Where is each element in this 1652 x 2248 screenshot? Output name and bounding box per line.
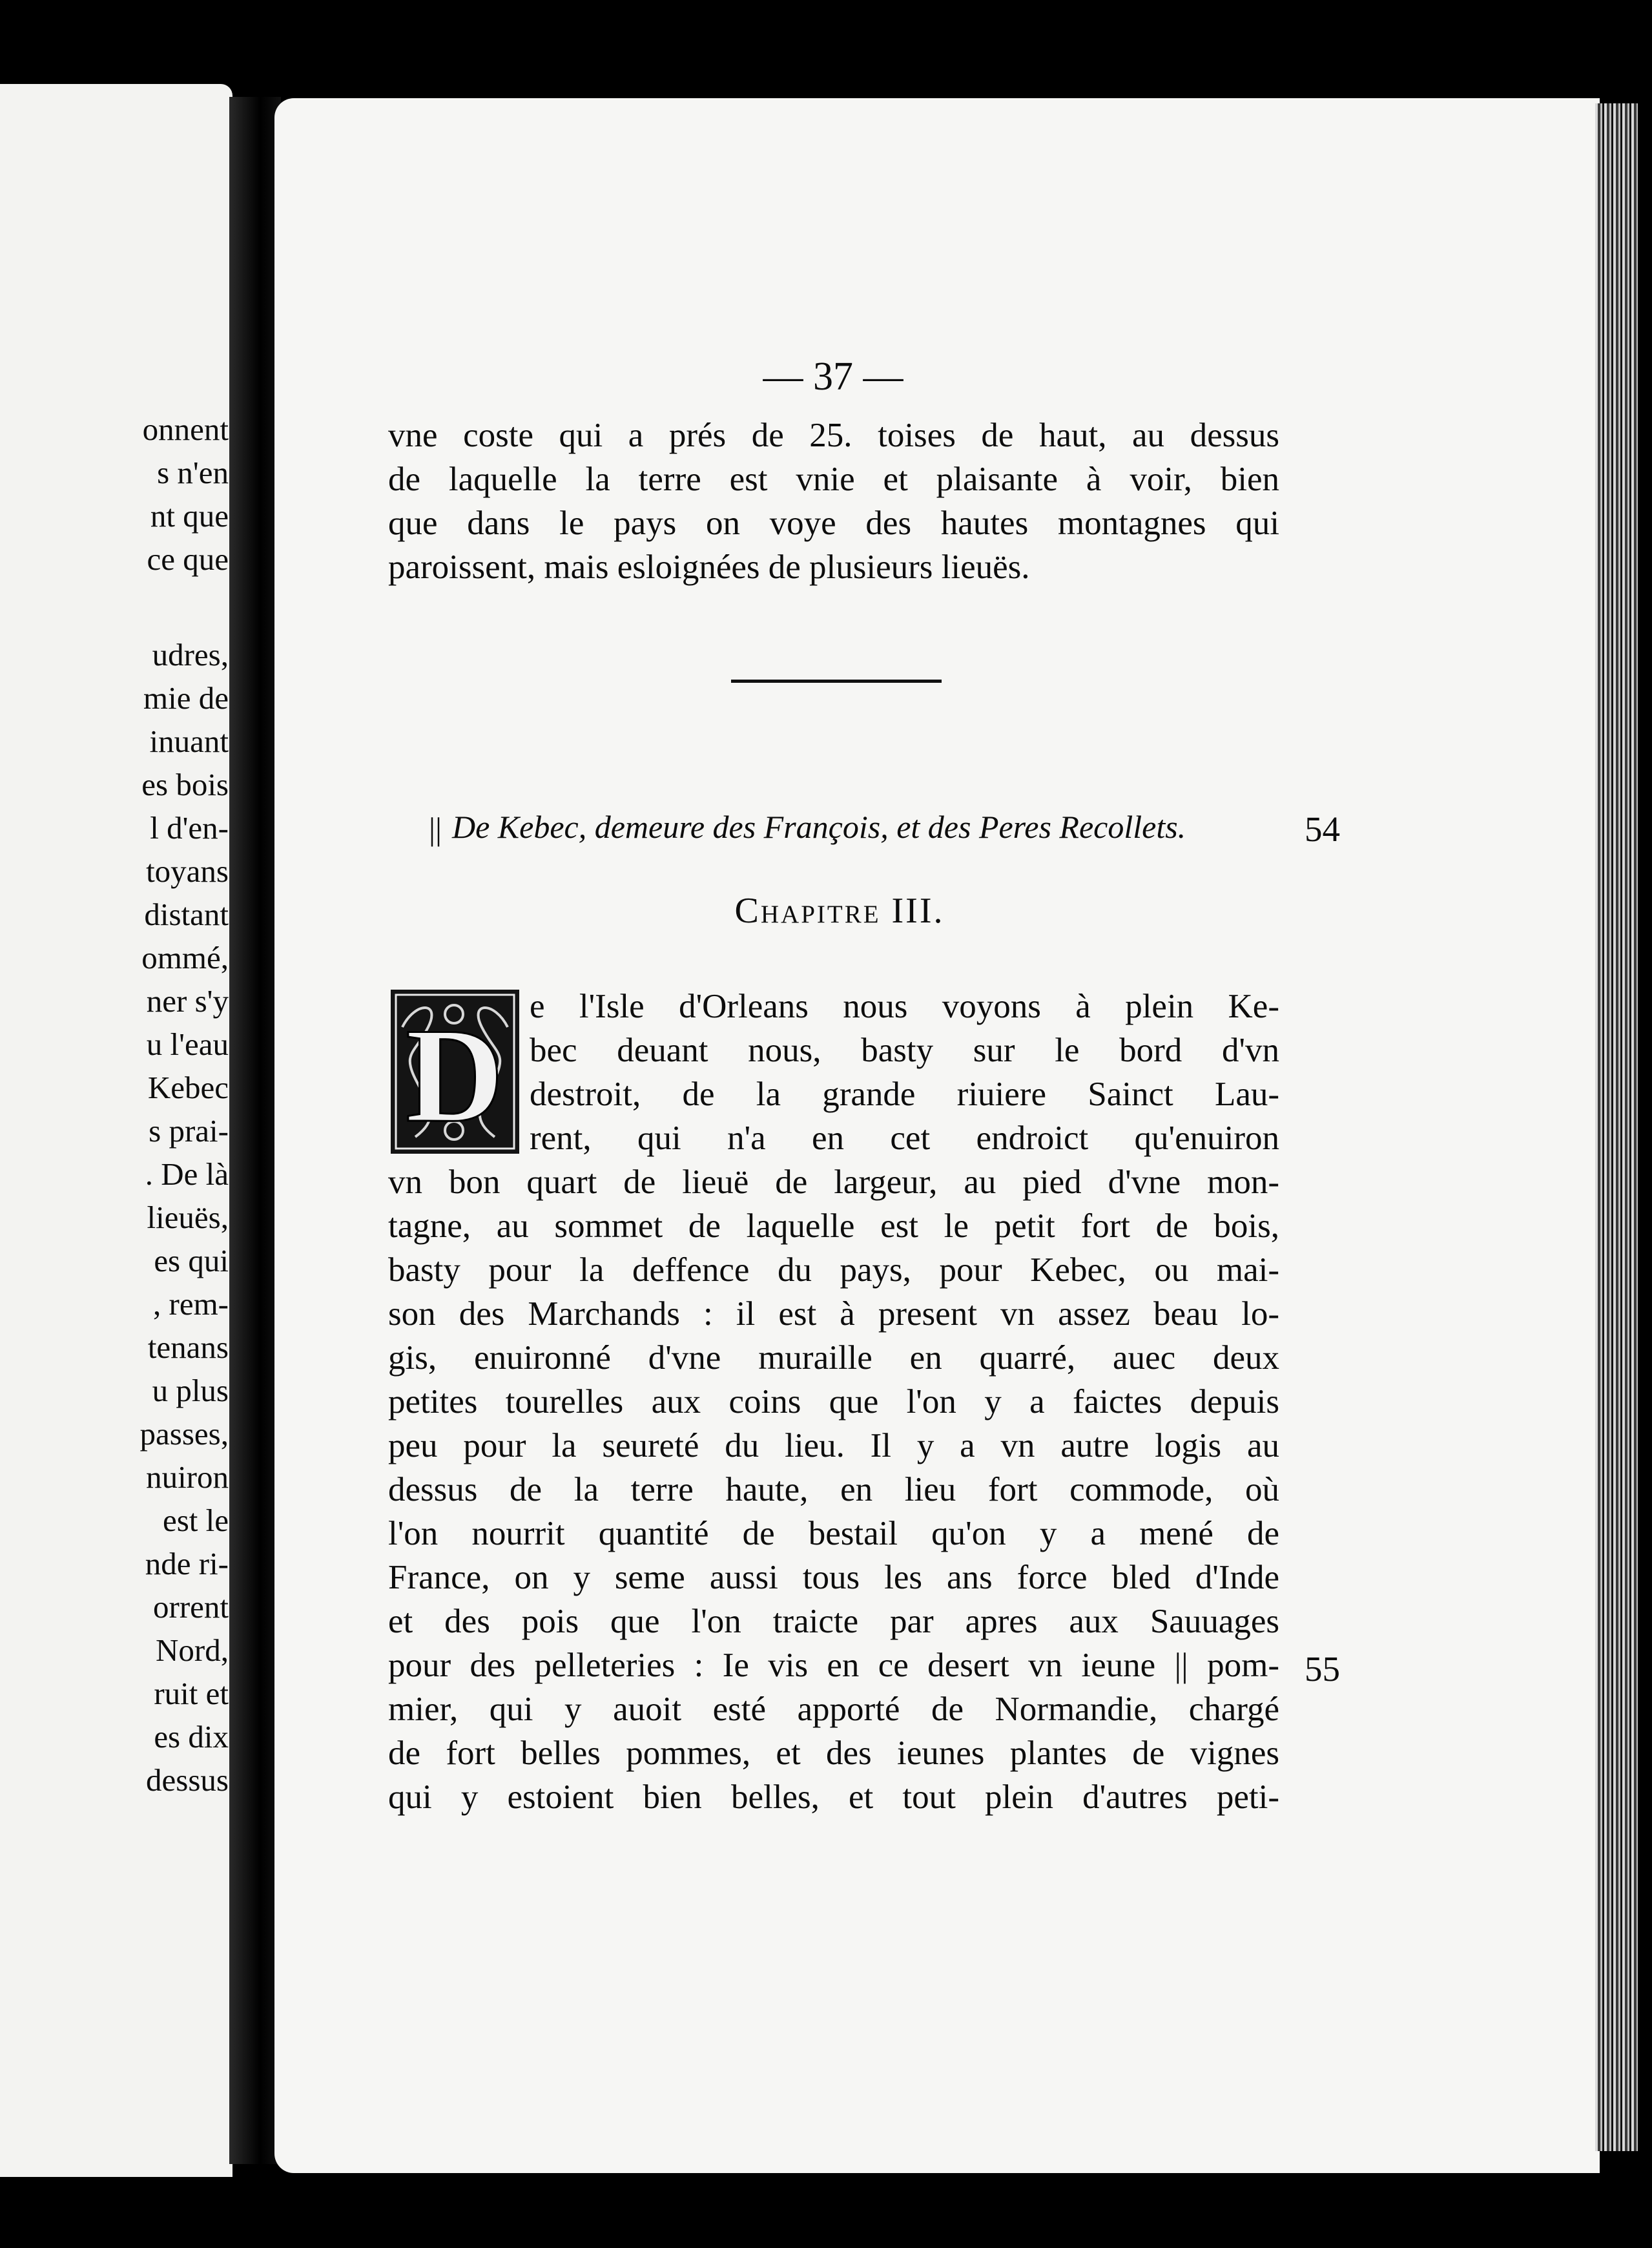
section-marker: || — [429, 811, 442, 847]
left-page-line: orrent — [153, 1589, 229, 1625]
left-page-line: mie de — [143, 680, 229, 716]
left-page-line: u l'eau — [146, 1026, 229, 1062]
left-page-line: , rem- — [153, 1286, 229, 1322]
body-line: vn bon quart de lieuë de largeur, au pied d'vne mon- — [388, 1163, 1279, 1201]
left-page — [0, 84, 232, 2177]
margin-page-number: 54 — [1305, 809, 1340, 849]
page-number: — 37 — — [763, 355, 903, 399]
body-line: peu pour la seureté du lieu. Il y a vn autre logis au — [388, 1427, 1279, 1464]
left-page-line: inuant — [149, 723, 229, 759]
left-page-line: toyans — [146, 853, 229, 889]
body-line: de laquelle la terre est vnie et plaisante à voir, bien — [388, 461, 1279, 498]
body-line: France, on y seme aussi tous les ans force bled d'Inde — [388, 1559, 1279, 1596]
body-line: dessus de la terre haute, en lieu fort commode, où — [388, 1471, 1279, 1508]
left-page-line: es bois — [141, 767, 229, 802]
left-page-line: distant — [144, 897, 229, 932]
left-page-line: passes, — [139, 1416, 229, 1452]
book-gutter — [229, 97, 281, 2164]
left-page-line: Kebec — [147, 1070, 229, 1105]
body-line: rent, qui n'a en cet endroict qu'enuiron — [530, 1119, 1279, 1157]
body-line: destroit, de la grande riuiere Sainct Lau- — [530, 1076, 1279, 1113]
left-page-line: ruit et — [154, 1676, 229, 1711]
left-page-line: dessus — [146, 1762, 229, 1798]
body-line: de fort belles pommes, et des ieunes plantes de vignes — [388, 1734, 1279, 1772]
body-line: et des pois que l'on traicte par apres aux Sauuages — [388, 1603, 1279, 1640]
body-line: paroissent, mais esloignées de plusieurs lieuës. — [388, 548, 1030, 586]
body-line: bec deuant nous, basty sur le bord d'vn — [530, 1032, 1279, 1069]
left-page-line: s prai- — [149, 1113, 229, 1149]
left-page-line: udres, — [152, 637, 229, 672]
left-page-line: ommé, — [141, 940, 229, 975]
left-page-line: onnent — [142, 411, 229, 447]
margin-page-number: 55 — [1305, 1649, 1340, 1689]
left-page-line: es dix — [154, 1719, 229, 1754]
left-page-line: u plus — [152, 1373, 229, 1408]
chapter-heading: De Kebec, demeure des François, et des Peres Recollets. — [452, 809, 1186, 845]
section-rule — [731, 680, 942, 683]
body-line: gis, enuironné d'vne muraille en quarré, auec deux — [388, 1339, 1279, 1377]
left-page-line: nde ri- — [145, 1546, 229, 1581]
left-page-line: lieuës, — [147, 1200, 229, 1235]
body-line: basty pour la deffence du pays, pour Kebec, ou mai- — [388, 1251, 1279, 1289]
left-page-line: nt que — [150, 498, 229, 534]
body-line: tagne, au sommet de laquelle est le petit fort de bois, — [388, 1207, 1279, 1245]
left-page-line: l d'en- — [150, 810, 229, 846]
body-line: son des Marchands : il est à present vn assez beau lo- — [388, 1295, 1279, 1333]
body-line: mier, qui y auoit esté apporté de Normandie, chargé — [388, 1691, 1279, 1728]
body-line: vne coste qui a prés de 25. toises de haut, au dessus — [388, 417, 1279, 454]
body-line: que dans le pays on voye des hautes montagnes qui — [388, 505, 1279, 542]
body-line: petites tourelles aux coins que l'on y a faictes depuis — [388, 1383, 1279, 1421]
left-page-line: est le — [162, 1503, 229, 1538]
page-edges — [1595, 103, 1638, 2151]
left-page-line: es qui — [154, 1243, 229, 1278]
body-line: l'on nourrit quantité de bestail qu'on y a mené de — [388, 1515, 1279, 1552]
body-line: e l'Isle d'Orleans nous voyons à plein Ke- — [530, 988, 1279, 1025]
left-page-line: s n'en — [157, 455, 229, 490]
drop-cap-letter: D — [406, 1001, 504, 1150]
left-page-line: . De là — [145, 1156, 229, 1192]
left-page-line: ner s'y — [146, 983, 229, 1019]
left-page-line: ce que — [147, 541, 229, 577]
left-page-line: nuiron — [146, 1459, 229, 1495]
chapter-title: Chapitre III. — [734, 891, 945, 931]
left-page-line: Nord, — [156, 1632, 229, 1668]
body-line: qui y estoient bien belles, et tout plein d'autres peti- — [388, 1778, 1279, 1816]
body-line: pour des pelleteries : Ie vis en ce desert vn ieune || pom- — [388, 1647, 1279, 1684]
left-page-line: tenans — [147, 1329, 229, 1365]
ornamental-drop-cap — [389, 988, 521, 1155]
